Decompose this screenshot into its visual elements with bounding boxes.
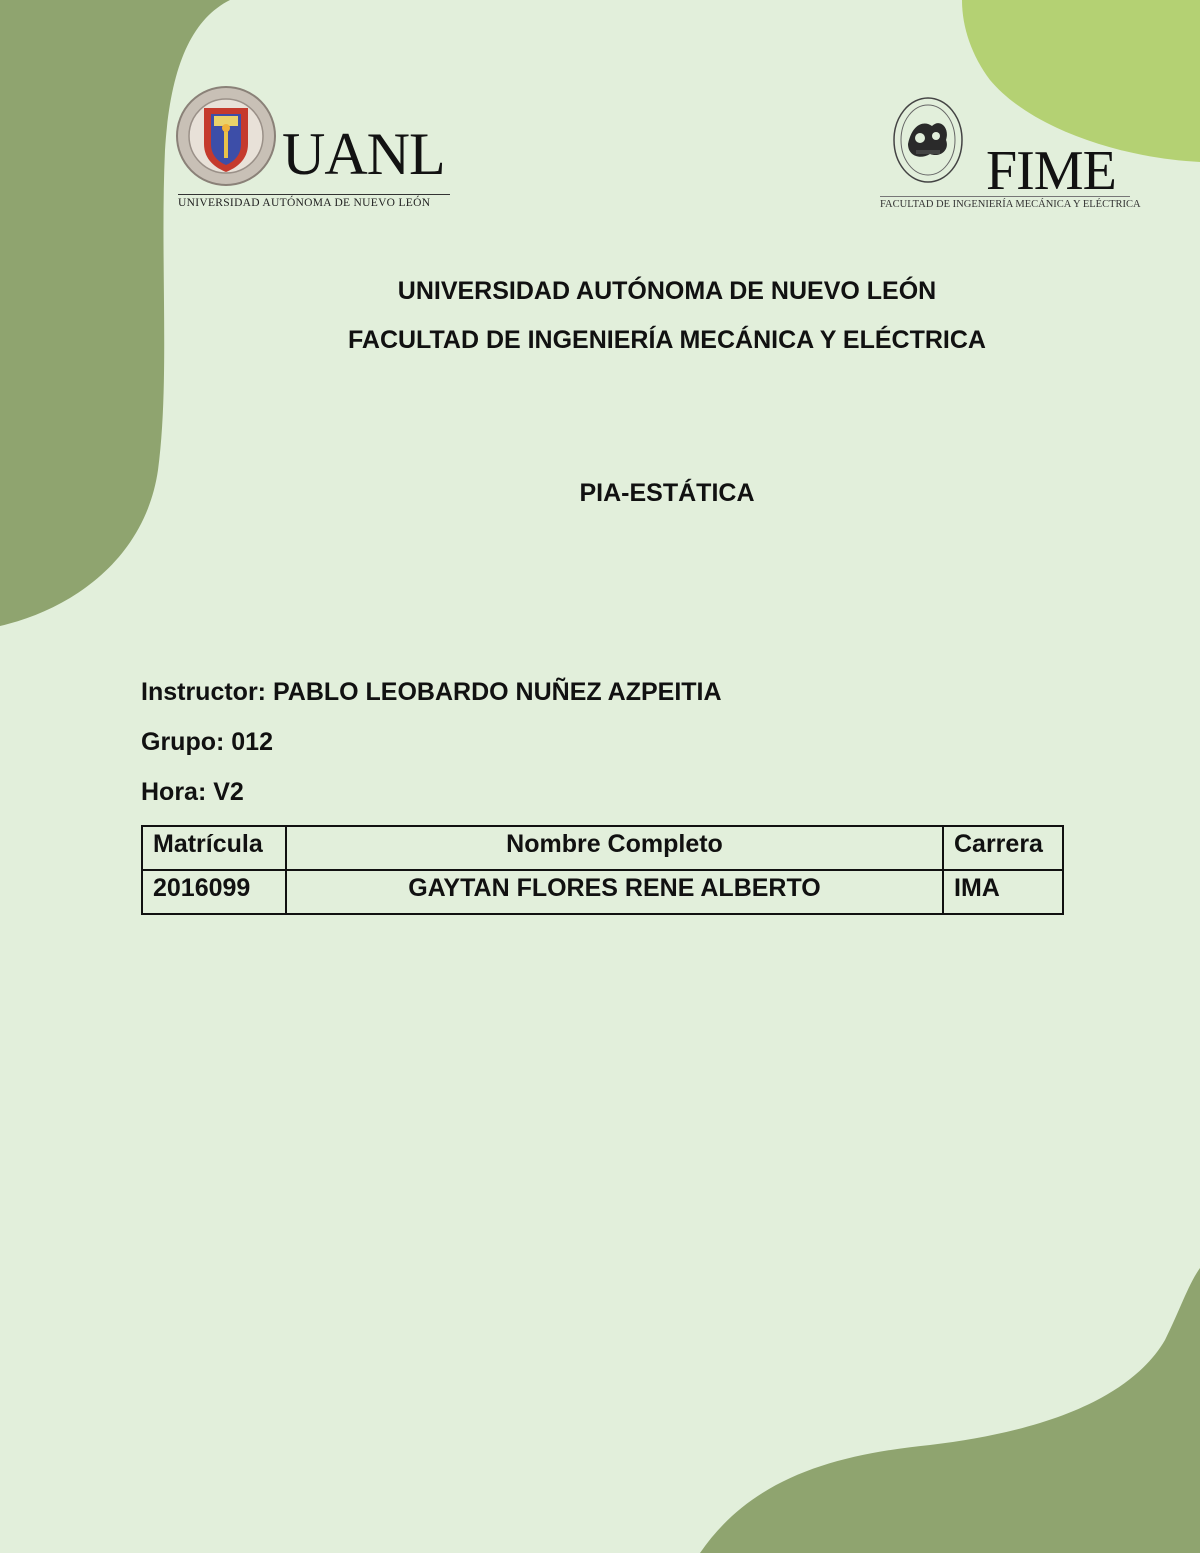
header-carrera: Carrera [943, 826, 1063, 870]
fime-subtitle: FACULTAD DE INGENIERÍA MECÁNICA Y ELÉCTRICA [880, 196, 1130, 210]
uanl-crest-icon [174, 84, 278, 188]
subject-title: PIA-ESTÁTICA [579, 479, 755, 507]
cell-matricula: 2016099 [142, 870, 286, 914]
fime-seal-icon [890, 94, 966, 190]
students-table [141, 825, 1064, 915]
bottom-right-blob [700, 1268, 1200, 1553]
hora-line: Hora: V2 [141, 778, 244, 806]
university-title: UNIVERSIDAD AUTÓNOMA DE NUEVO LEÓN [397, 277, 937, 305]
fime-wordmark: FIME [986, 140, 1116, 202]
uanl-subtitle: UNIVERSIDAD AUTÓNOMA DE NUEVO LEÓN [178, 194, 450, 209]
grupo-line: Grupo: 012 [141, 728, 273, 756]
uanl-logo [170, 84, 450, 214]
uanl-wordmark: UANL [282, 121, 445, 187]
faculty-title: FACULTAD DE INGENIERÍA MECÁNICA Y ELÉCTRICA [348, 326, 986, 354]
fime-logo [878, 92, 1141, 216]
header-matricula: Matrícula [142, 826, 286, 870]
table-row [142, 870, 1063, 914]
cell-carrera: IMA [943, 870, 1063, 914]
header-nombre: Nombre Completo [286, 826, 943, 870]
table-header-row [142, 826, 1063, 870]
cell-nombre: GAYTAN FLORES RENE ALBERTO [286, 870, 943, 914]
instructor-line: Instructor: PABLO LEOBARDO NUÑEZ AZPEITIA [141, 678, 722, 706]
